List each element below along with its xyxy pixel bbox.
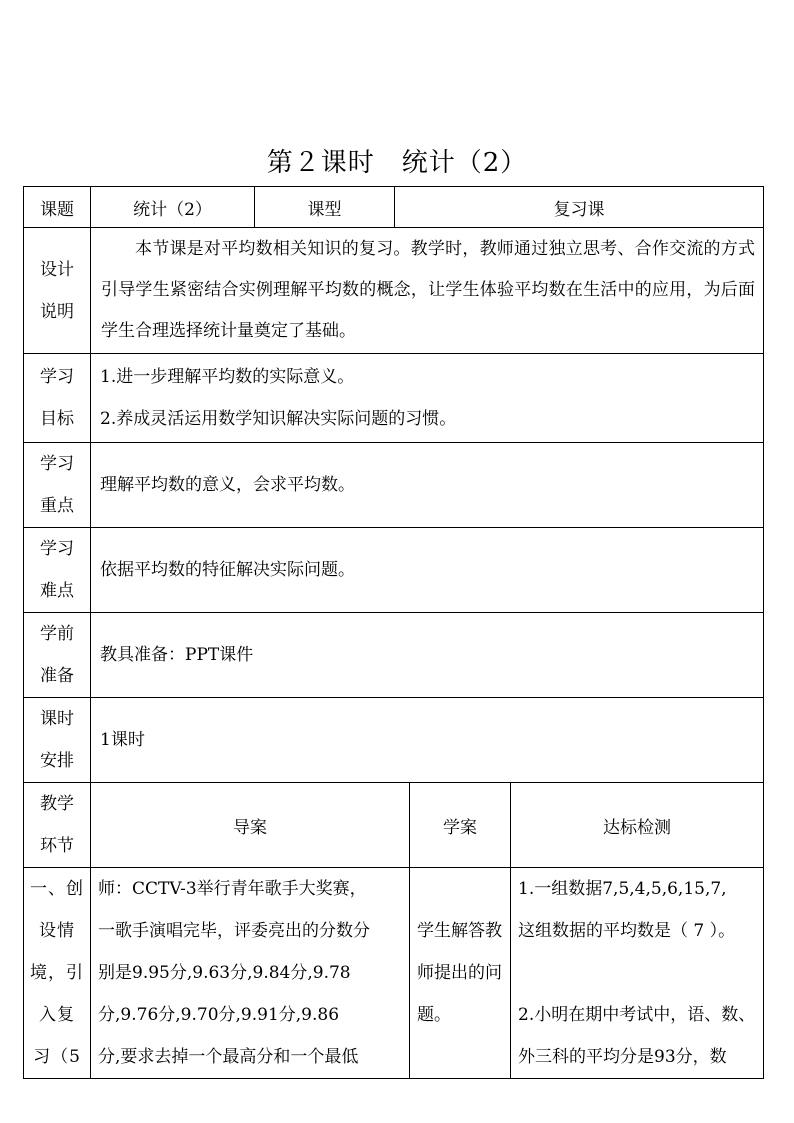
- type-value: 复习课: [395, 187, 764, 228]
- difficulties-text: 依据平均数的特征解决实际问题。: [91, 528, 764, 613]
- design-label: 设计 说明: [24, 228, 91, 354]
- duration-label: 课时 安排: [24, 698, 91, 783]
- type-label: 课型: [255, 187, 395, 228]
- lesson-plan-table: [23, 186, 764, 1079]
- guide-column-header: 导案: [91, 783, 410, 868]
- check-question-2: 2.小明在期中考试中，语、数、 外三科的平均分是93分，数: [518, 1005, 756, 1067]
- goals-row: [24, 354, 764, 443]
- preparation-label: 学前 准备: [24, 613, 91, 698]
- goal-item: 2.养成灵活运用数学知识解决实际问题的习惯。: [100, 409, 457, 429]
- duration-row: [24, 698, 764, 783]
- preparation-text: 教具准备：PPT课件: [91, 613, 764, 698]
- study-column-header: 学案: [410, 783, 511, 868]
- key-points-row: [24, 443, 764, 528]
- section1-stage: 一、创 设情 境，引 入复 习（5: [24, 868, 91, 1079]
- section1-study: 学生解答教 师提出的问 题。: [410, 868, 511, 1079]
- key-points-label: 学习 重点: [24, 443, 91, 528]
- goals-label: 学习 目标: [24, 354, 91, 443]
- goal-item: 1.进一步理解平均数的实际意义。: [100, 367, 355, 387]
- difficulties-row: [24, 528, 764, 613]
- stage-column-header: 教学 环节: [24, 783, 91, 868]
- section1-check: [511, 868, 764, 1079]
- topic-label: 课题: [24, 187, 91, 228]
- key-points-text: 理解平均数的意义，会求平均数。: [91, 443, 764, 528]
- section1-row: [24, 868, 764, 1079]
- difficulties-label: 学习 难点: [24, 528, 91, 613]
- page-title: 第２课时 统计（2）: [266, 148, 528, 178]
- section1-guide: 师：CCTV-3举行青年歌手大奖赛， 一歌手演唱完毕，评委亮出的分数分 别是9.95分,9.63分,9.84分,9.78 分,9.76分,9.70分,9.91分,9.86 分,要求去掉一个最高分和一个最低: [91, 868, 410, 1079]
- check-question-1: 1.一组数据7,5,4,5,6,15,7, 这组数据的平均数是（ 7 ）。: [518, 879, 736, 941]
- header-row: [24, 187, 764, 228]
- preparation-row: [24, 613, 764, 698]
- columns-header-row: [24, 783, 764, 868]
- design-row: [24, 228, 764, 354]
- duration-text: 1课时: [91, 698, 764, 783]
- check-column-header: 达标检测: [511, 783, 764, 868]
- topic-value: 统计（2）: [91, 187, 255, 228]
- goals-list: [91, 354, 764, 443]
- design-text: 本节课是对平均数相关知识的复习。教学时，教师通过独立思考、合作交流的方式引导学生紧密结合实例理解平均数的概念，让学生体验平均数在生活中的应用，为后面学生合理选择统计量奠定了基础。: [91, 228, 764, 354]
